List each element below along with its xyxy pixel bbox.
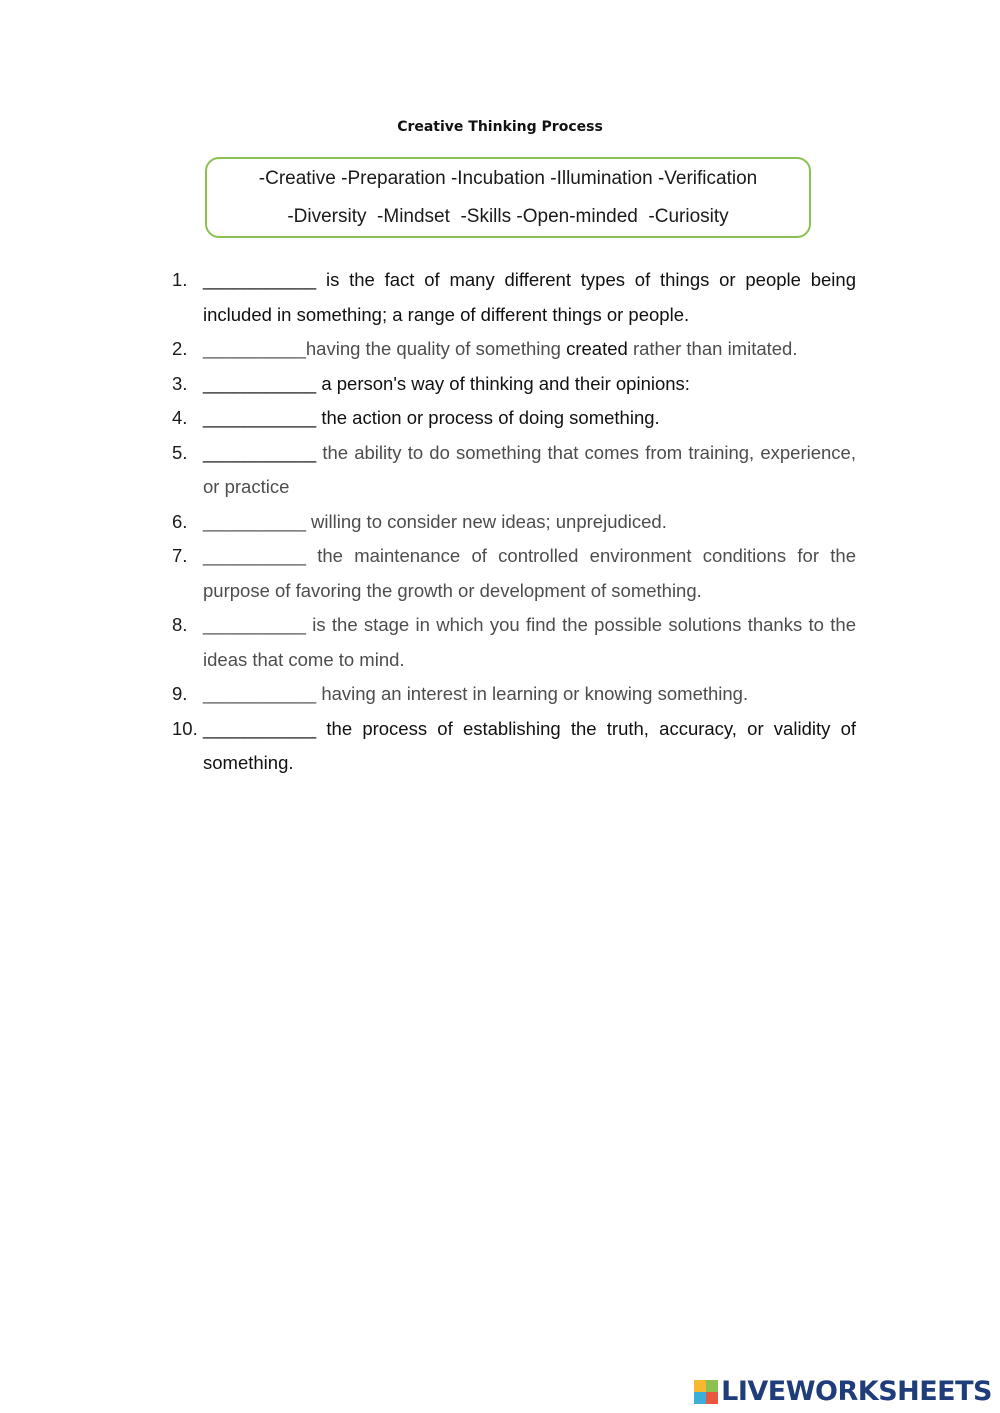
answer-blank[interactable]: ___________ [203, 717, 317, 739]
question-text: the process of establishing the truth, accuracy, or validity of something. [203, 717, 856, 773]
question-number: 1. [172, 269, 188, 290]
question-number: 10. [172, 717, 198, 739]
question-text: rather than imitated. [627, 338, 798, 359]
answer-blank[interactable]: __________ [203, 510, 306, 532]
question-item [172, 263, 856, 332]
answer-blank[interactable]: __________ [203, 545, 306, 566]
question-number: 3. [172, 372, 188, 394]
answer-blank[interactable]: ___________ [203, 441, 317, 463]
question-item [172, 505, 856, 540]
answer-blank[interactable]: __________ [203, 338, 306, 359]
question-number: 7. [172, 545, 188, 566]
question-text: willing to consider new ideas; unprejudiced. [305, 510, 667, 532]
question-text: a person's way of thinking and their opinions: [316, 372, 690, 394]
word-bank-box [205, 157, 811, 238]
question-item [172, 539, 856, 608]
question-text: having the quality of something [305, 338, 567, 359]
liveworksheets-logo-icon [694, 1380, 718, 1404]
question-item [172, 367, 856, 402]
logo-text: LIVEWORKSHEETS [721, 1376, 992, 1407]
answer-blank[interactable]: ___________ [203, 683, 317, 704]
answer-blank[interactable]: ___________ [203, 372, 317, 394]
word-bank-line-1: -Creative -Preparation -Incubation -Illumination -Verification [258, 167, 758, 189]
question-text-emphasis: created [566, 338, 628, 359]
question-text: the action or process of doing something. [316, 407, 660, 428]
question-number: 8. [172, 614, 188, 635]
question-item [172, 332, 856, 367]
question-number: 2. [172, 338, 188, 359]
liveworksheets-logo [694, 1376, 992, 1407]
question-text: the ability to do something that comes from training, experience, or practice [203, 441, 856, 497]
question-number: 6. [172, 510, 188, 532]
answer-blank[interactable]: ___________ [203, 407, 317, 428]
question-number: 9. [172, 683, 188, 704]
question-text: having an interest in learning or knowing something. [316, 683, 749, 704]
question-list [172, 263, 856, 781]
question-item [172, 436, 856, 505]
worksheet-title: Creative Thinking Process [397, 119, 603, 135]
question-item [172, 677, 856, 712]
word-bank-line-2: -Diversity -Mindset -Skills -Open-minded -Curiosity [287, 205, 729, 227]
answer-blank[interactable]: ___________ [203, 269, 317, 290]
question-text: the maintenance of controlled environment conditions for the purpose of favoring the growth or development of something. [203, 545, 856, 601]
question-text: is the fact of many different types of things or people being included in something; a range of different things or people. [203, 269, 856, 325]
question-number: 4. [172, 407, 188, 428]
question-number: 5. [172, 441, 188, 463]
question-item [172, 401, 856, 436]
question-item [172, 712, 856, 781]
question-item [172, 608, 856, 677]
question-text: is the stage in which you find the possible solutions thanks to the ideas that come to mind. [203, 614, 856, 670]
answer-blank[interactable]: __________ [203, 614, 306, 635]
